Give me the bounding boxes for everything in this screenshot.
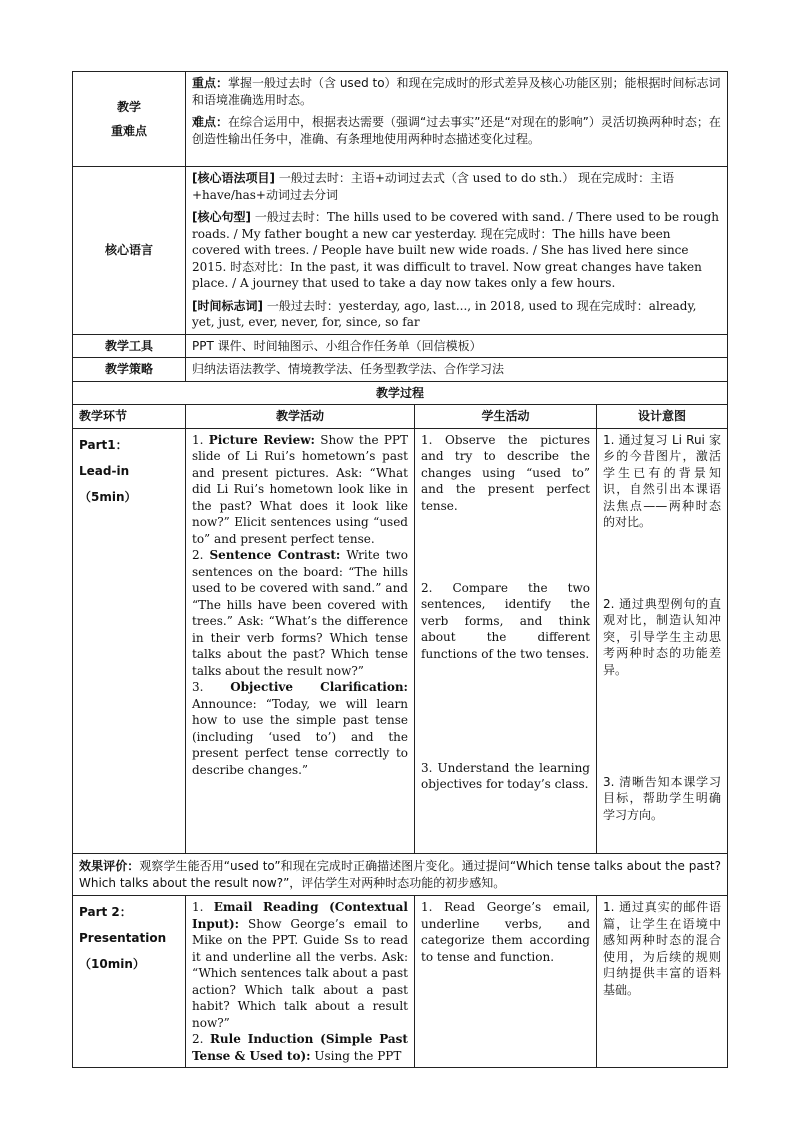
- part1-time: （5min）: [79, 489, 137, 504]
- part1-row: [73, 428, 728, 854]
- part2-teacher-activity: [186, 896, 415, 1068]
- part1-design-intent: [597, 428, 728, 854]
- part2-teacher-item-1: 1. Email Reading (Contextual Input): Show George’s email to Mike on the PPT. Guide Ss to read it and underline all the verbs. Ask: “Which sentences talk about a past action? Which talk about a past habit? Which talk about a result now?”: [192, 900, 408, 1030]
- part1-student-item-2: 2. Compare the two sentences, identify the verb forms, and think about the different functions of the two tenses.: [421, 580, 590, 661]
- part1-design-item-3: 3. 清晰告知本课学习目标，帮助学生明确学习方向。: [603, 774, 722, 822]
- objectives-content: [186, 72, 728, 167]
- difficulties-text: 在综合运用中，根据表达需要（强调“过去事实”还是“对现在的影响”）灵活切换两种时态；在创造性输出任务中，准确、有条理地使用两种时态描述变化过程。: [192, 115, 721, 146]
- part1-student-item-3: 3. Understand the learning objectives for today’s class.: [421, 760, 590, 791]
- process-title-row: [73, 381, 728, 405]
- part1-student-item-1: 1. Observe the pictures and try to describe the changes using “used to” and the present perfect tense.: [421, 432, 590, 513]
- evaluation-label: 效果评价：: [79, 859, 140, 873]
- evaluation-content: [73, 854, 728, 896]
- strategy-row: [73, 358, 728, 382]
- sentences-label: [核心句型]: [192, 210, 251, 224]
- lesson-plan-table: [72, 71, 728, 1068]
- objectives-row: [73, 72, 728, 167]
- strategy-text: 归纳法语法教学、情境教学法、任务型教学法、合作学习法: [186, 358, 728, 382]
- part2-time: （10min）: [79, 957, 145, 971]
- part1-teacher-item-3: 3. Objective Clarification: Announce: “Today, we will learn how to use the simple past tense (including ‘used to’) and the present perfect tense correctly to describe changes.”: [192, 680, 408, 777]
- part1-name: Part1：: [79, 437, 128, 452]
- core-language-row: [73, 167, 728, 335]
- part1-stage: [73, 428, 186, 854]
- objectives-label: 教学 重难点: [73, 72, 186, 167]
- strategy-label: 教学策略: [73, 358, 186, 382]
- part1-student-activity: [415, 428, 597, 854]
- part1-subtitle: Lead-in: [79, 463, 130, 478]
- tools-row: [73, 334, 728, 358]
- part2-name: Part 2：: [79, 905, 132, 919]
- part1-design-item-1: 1. 通过复习 Li Rui 家乡的今昔图片，激活学生已有的背景知识，自然引出本课语法焦点——两种时态的对比。: [603, 432, 722, 529]
- header-stage: 教学环节: [73, 405, 186, 429]
- part2-teacher-item-2: 2. Rule Induction (Simple Past Tense & Used to): Using the PPT: [192, 1032, 408, 1063]
- process-title: 教学过程: [73, 381, 728, 405]
- part2-stage: [73, 896, 186, 1068]
- time-words-label: [时间标志词]: [192, 298, 263, 313]
- header-design: 设计意图: [597, 405, 728, 429]
- header-student: 学生活动: [415, 405, 597, 429]
- core-language-content: [186, 167, 728, 335]
- part2-row: [73, 896, 728, 1068]
- tools-text: PPT 课件、时间轴图示、小组合作任务单（回信模板）: [186, 334, 728, 358]
- tools-label: 教学工具: [73, 334, 186, 358]
- evaluation-row: [73, 854, 728, 896]
- time-words-text: 一般过去时：yesterday, ago, last..., in 2018, used to 现在完成时：already, yet, just, ever, never, for, since, so far: [192, 298, 697, 329]
- sentences-text: 一般过去时：The hills used to be covered with sand. / There used to be rough roads. / My father bought a new car yesterday. 现在完成时：The hills have been covered with trees. / People have built new wide roads. / She has lived here since 2015. 时态对比：In the past, it was difficult to travel. Now great changes have taken place. / A journey that used to take a day now takes only a few hours.: [192, 210, 719, 290]
- header-teacher: 教学活动: [186, 405, 415, 429]
- part2-design-item-1: 1. 通过真实的邮件语篇，让学生在语境中感知两种时态的混合使用，为后续的规则归纳提供丰富的语料基础。: [603, 900, 722, 997]
- part1-teacher-item-2: 2. Sentence Contrast: Write two sentences on the board: “The hills used to be covered with sand.” and “The hills have been covered with trees.” Ask: “What’s the difference in their verb forms? Which tense talks about the past? Which tense talks about the result now?”: [192, 548, 408, 678]
- key-points-label: 重点：: [192, 76, 229, 90]
- evaluation-text: 观察学生能否用“used to”和现在完成时正确描述图片变化。通过提问“Which tense talks about the past? Which talks about the result now?”，评估学生对两种时态功能的初步感知。: [79, 859, 722, 890]
- process-header-row: [73, 405, 728, 429]
- difficulties-label: 难点：: [192, 115, 229, 129]
- part1-design-item-2: 2. 通过典型例句的直观对比，制造认知冲突，引导学生主动思考两种时态的功能差异。: [603, 596, 722, 677]
- grammar-label: [核心语法项目]: [192, 171, 275, 185]
- part2-subtitle: Presentation: [79, 931, 167, 945]
- core-language-label: 核心语言: [73, 167, 186, 335]
- key-points-text: 掌握一般过去时（含 used to）和现在完成时的形式差异及核心功能区别；能根据时间标志词和语境准确选用时态。: [192, 76, 721, 107]
- part1-teacher-activity: [186, 428, 415, 854]
- grammar-text: 一般过去时：主语+动词过去式（含 used to do sth.） 现在完成时：主语+have/has+动词过去分词: [192, 171, 675, 202]
- part2-design-intent: [597, 896, 728, 1068]
- part2-student-activity: [415, 896, 597, 1068]
- part2-student-item-1: 1. Read George’s email, underline verbs, and categorize them according to tense and function.: [421, 900, 590, 964]
- part1-teacher-item-1: 1. Picture Review: Show the PPT slide of Li Rui’s hometown’s past and present pictures. Ask: “What did Li Rui’s hometown look like in the past? What does it look like now?” Elicit sentences using “used to” and present perfect tense.: [192, 432, 408, 546]
